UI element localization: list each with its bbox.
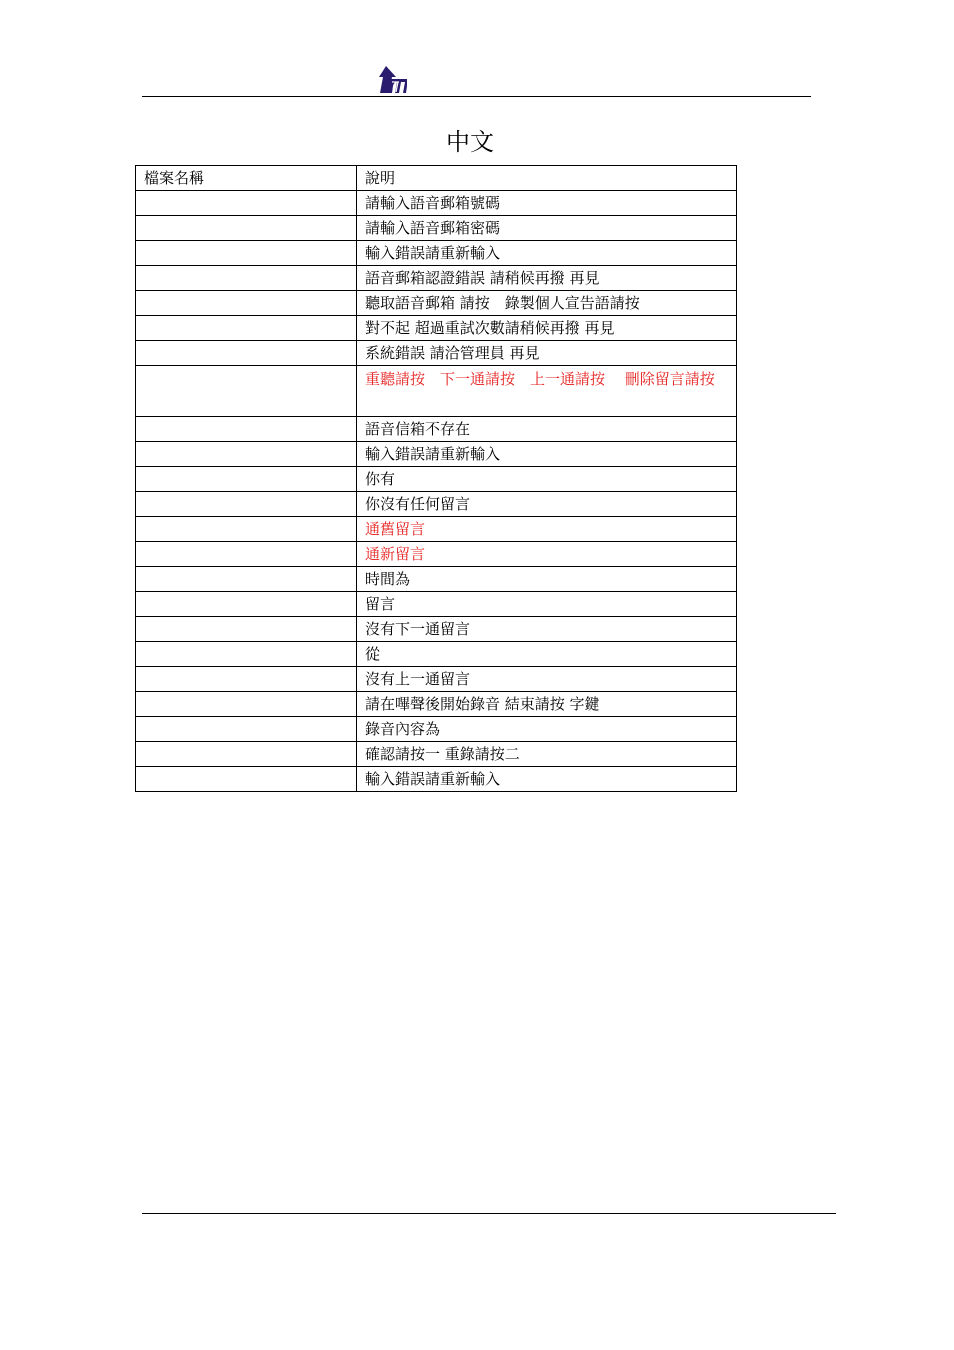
description-cell: 語音郵箱認證錯誤 請稍候再撥 再見 xyxy=(357,266,737,291)
file-table xyxy=(135,165,737,792)
table-row xyxy=(136,542,737,567)
filename-cell xyxy=(136,542,357,567)
description-cell: 語音信箱不存在 xyxy=(357,417,737,442)
table-row xyxy=(136,617,737,642)
description-cell: 請輸入語音郵箱密碼 xyxy=(357,216,737,241)
table-row xyxy=(136,467,737,492)
filename-cell xyxy=(136,341,357,366)
description-cell: 你沒有任何留言 xyxy=(357,492,737,517)
header-rule xyxy=(142,96,811,97)
description-cell: 請在嗶聲後開始錄音 結束請按 字鍵 xyxy=(357,692,737,717)
filename-cell xyxy=(136,717,357,742)
table-row xyxy=(136,692,737,717)
tu-logo-icon xyxy=(377,66,407,94)
description-cell: 輸入錯誤請重新輸入 xyxy=(357,241,737,266)
filename-cell xyxy=(136,467,357,492)
filename-cell xyxy=(136,767,357,792)
description-cell: 聽取語音郵箱 請按 錄製個人宣告語請按 xyxy=(357,291,737,316)
description-cell: 沒有下一通留言 xyxy=(357,617,737,642)
page-title: 中文 xyxy=(446,128,494,156)
filename-cell xyxy=(136,191,357,216)
description-cell: 請輸入語音郵箱號碼 xyxy=(357,191,737,216)
table-row xyxy=(136,667,737,692)
filename-cell xyxy=(136,291,357,316)
description-cell: 對不起 超過重試次數請稍候再撥 再見 xyxy=(357,316,737,341)
table-row xyxy=(136,191,737,216)
description-cell: 從 xyxy=(357,642,737,667)
description-cell: 通舊留言 xyxy=(357,517,737,542)
filename-cell xyxy=(136,742,357,767)
table-row xyxy=(136,642,737,667)
table-row xyxy=(136,717,737,742)
table-row xyxy=(136,241,737,266)
filename-cell xyxy=(136,642,357,667)
description-cell: 通新留言 xyxy=(357,542,737,567)
filename-cell xyxy=(136,417,357,442)
filename-cell xyxy=(136,442,357,467)
description-cell: 輸入錯誤請重新輸入 xyxy=(357,442,737,467)
table-row xyxy=(136,291,737,316)
description-cell: 你有 xyxy=(357,467,737,492)
description-cell: 留言 xyxy=(357,592,737,617)
table-row xyxy=(136,442,737,467)
filename-cell xyxy=(136,266,357,291)
filename-cell xyxy=(136,667,357,692)
description-cell: 確認請按一 重錄請按二 xyxy=(357,742,737,767)
description-cell: 錄音內容為 xyxy=(357,717,737,742)
table-row xyxy=(136,492,737,517)
footer-rule xyxy=(142,1213,836,1214)
description-cell: 時間為 xyxy=(357,567,737,592)
filename-cell xyxy=(136,366,357,417)
table-row xyxy=(136,341,737,366)
filename-cell xyxy=(136,692,357,717)
filename-cell xyxy=(136,316,357,341)
column-header-description: 說明 xyxy=(357,166,737,191)
description-cell: 系統錯誤 請洽管理員 再見 xyxy=(357,341,737,366)
table-row xyxy=(136,417,737,442)
description-cell: 重聽請按 下一通請按 上一通請按 刪除留言請按 xyxy=(357,366,737,417)
table-header-row xyxy=(136,166,737,191)
description-cell: 輸入錯誤請重新輸入 xyxy=(357,767,737,792)
filename-cell xyxy=(136,567,357,592)
table-row xyxy=(136,316,737,341)
table-row xyxy=(136,767,737,792)
filename-cell xyxy=(136,592,357,617)
table-row xyxy=(136,517,737,542)
description-cell: 沒有上一通留言 xyxy=(357,667,737,692)
filename-cell xyxy=(136,241,357,266)
table-row xyxy=(136,742,737,767)
table-row xyxy=(136,592,737,617)
table-row xyxy=(136,366,737,417)
filename-cell xyxy=(136,492,357,517)
column-header-filename: 檔案名稱 xyxy=(136,166,357,191)
filename-cell xyxy=(136,216,357,241)
filename-cell xyxy=(136,517,357,542)
table-row xyxy=(136,266,737,291)
table-row xyxy=(136,567,737,592)
filename-cell xyxy=(136,617,357,642)
table-row xyxy=(136,216,737,241)
